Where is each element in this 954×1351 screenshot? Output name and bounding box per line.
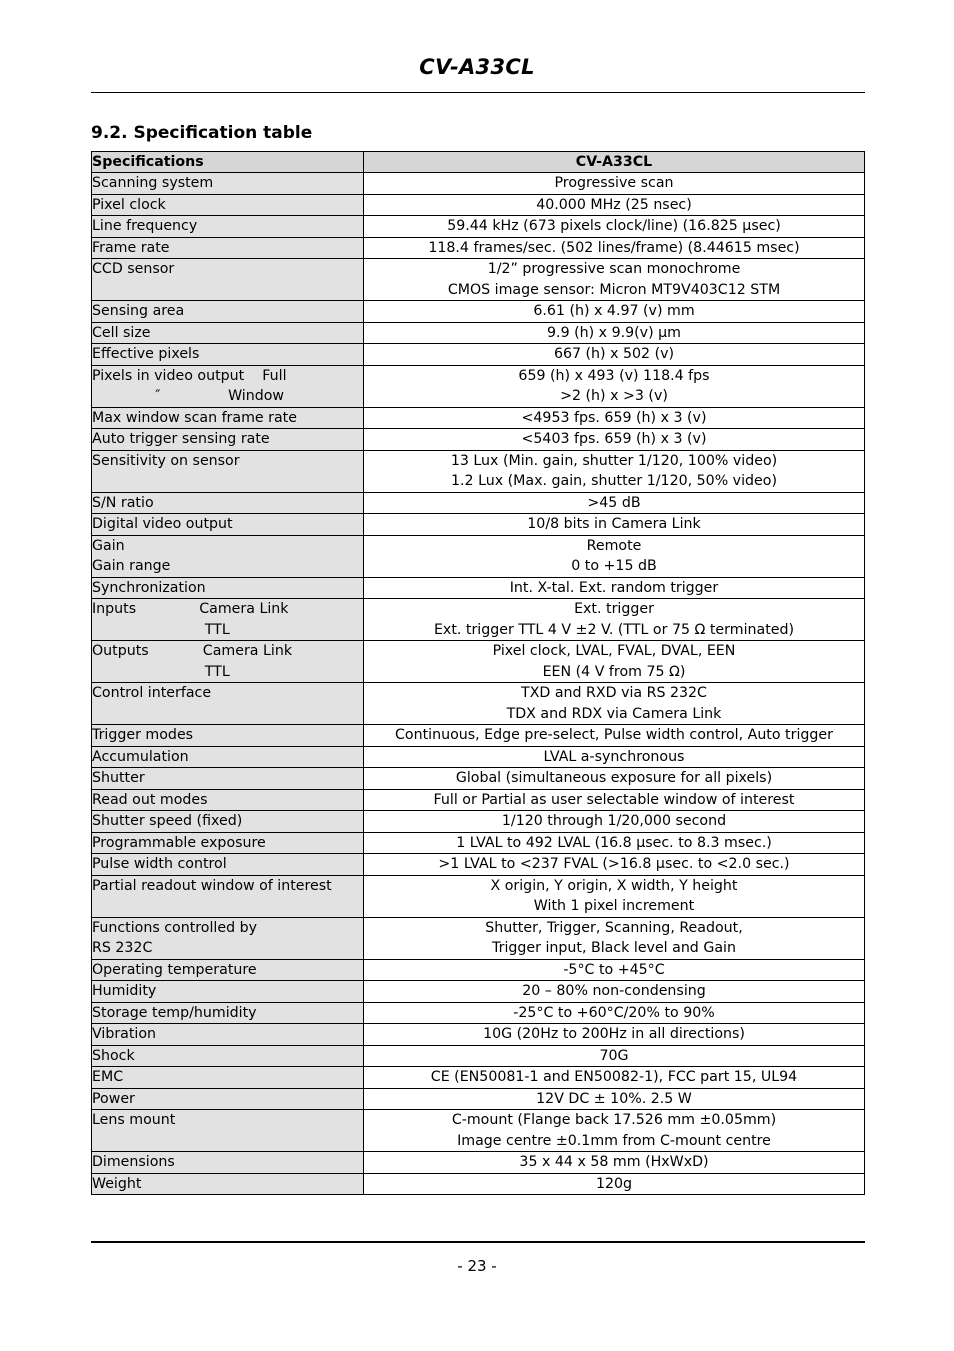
spec-value-cell [364, 1045, 865, 1067]
table-header-row [92, 152, 865, 173]
spec-value-cell [364, 173, 865, 195]
table-row [92, 746, 865, 768]
spec-name-line: Outputs Camera Link [92, 643, 293, 659]
spec-name-line: Dimensions [92, 1154, 175, 1170]
spec-value-line: 40.000 MHz (25 nsec) [536, 196, 692, 213]
table-row [92, 259, 865, 301]
spec-name-cell [92, 959, 364, 981]
spec-name-line: Gain range [92, 558, 171, 574]
spec-name-line: Cell size [92, 324, 151, 341]
spec-value-line: 10G (20Hz to 200Hz in all directions) [483, 1026, 745, 1042]
spec-name-line: Control interface [92, 685, 212, 701]
spec-value-cell [364, 1002, 865, 1024]
spec-value-cell [364, 450, 865, 492]
table-row [92, 917, 865, 959]
spec-value-line: >2 (h) x >3 (v) [560, 388, 668, 404]
spec-value-cell [364, 216, 865, 238]
spec-name-cell [92, 237, 364, 259]
spec-name-cell [92, 1024, 364, 1046]
spec-value-line: Pixel clock, LVAL, FVAL, DVAL, EEN [492, 643, 736, 659]
table-row [92, 1067, 865, 1089]
spec-name-line: CCD sensor [92, 261, 175, 277]
header-rule [91, 92, 865, 93]
spec-name-line: Effective pixels [92, 346, 200, 362]
spec-value-line: Int. X-tal. Ext. random trigger [509, 579, 719, 596]
spec-name-line [92, 896, 363, 917]
spec-value-cell [364, 1152, 865, 1174]
spec-name-cell [92, 450, 364, 492]
spec-name-cell [92, 535, 364, 577]
spec-value-cell [364, 1088, 865, 1110]
footer-rule [91, 1241, 865, 1243]
spec-name-cell [92, 1110, 364, 1152]
spec-name-cell [92, 917, 364, 959]
spec-value-line: Ext. trigger TTL 4 V ±2 V. (TTL or 75 Ω terminated) [433, 621, 795, 638]
table-row [92, 832, 865, 854]
spec-name-cell [92, 725, 364, 747]
spec-value-line: TXD and RXD via RS 232C [521, 685, 707, 701]
spec-value-line: 10/8 bits in Camera Link [527, 516, 701, 532]
header-cell-model: CV-A33CL [364, 152, 865, 173]
spec-value-line: <4953 fps. 659 (h) x 3 (v) [521, 409, 707, 426]
table-row [92, 789, 865, 811]
spec-value-line: 1/2” progressive scan monochrome [487, 261, 741, 277]
spec-name-line: EMC [92, 1069, 124, 1085]
spec-name-line: Shock [92, 1047, 135, 1064]
spec-name-line: S/N ratio [92, 494, 154, 511]
spec-name-cell [92, 768, 364, 790]
table-row [92, 365, 865, 407]
spec-name-line: Shutter speed (fixed) [92, 813, 243, 829]
spec-value-line: 12V DC ± 10%. 2.5 W [536, 1090, 692, 1107]
spec-name-cell [92, 746, 364, 768]
spec-value-line: EEN (4 V from 75 Ω) [542, 663, 686, 680]
spec-value-cell [364, 194, 865, 216]
table-row [92, 1002, 865, 1024]
spec-value-line: 9.9 (h) x 9.9(v) µm [547, 324, 681, 341]
spec-value-line: 35 x 44 x 58 mm (HxWxD) [519, 1154, 709, 1170]
spec-name-line: Max window scan frame rate [92, 409, 297, 426]
spec-name-cell [92, 194, 364, 216]
table-row [92, 429, 865, 451]
table-row [92, 514, 865, 536]
spec-value-line: 13 Lux (Min. gain, shutter 1/120, 100% video) [450, 452, 778, 469]
spec-value-cell [364, 768, 865, 790]
spec-name-cell [92, 492, 364, 514]
spec-name-cell [92, 173, 364, 195]
table-row [92, 811, 865, 833]
table-row [92, 1088, 865, 1110]
spec-value-cell [364, 1110, 865, 1152]
spec-name-line: Partial readout window of interest [92, 877, 332, 894]
spec-name-line: Shutter [92, 770, 145, 786]
spec-value-line: Full or Partial as user selectable window of interest [433, 791, 795, 808]
spec-name-line: TTL [92, 663, 230, 680]
spec-name-line: Storage temp/humidity [92, 1004, 257, 1021]
spec-name-line: Gain [92, 537, 125, 554]
table-row [92, 577, 865, 599]
spec-value-line: 667 (h) x 502 (v) [553, 346, 675, 362]
spec-name-line: Functions controlled by [92, 919, 258, 936]
spec-value-line: >1 LVAL to <237 FVAL (>16.8 µsec. to <2.0 sec.) [438, 856, 790, 872]
spec-value-line: LVAL a-synchronous [543, 748, 685, 765]
spec-name-line: ″ Window [92, 388, 285, 404]
spec-value-line: -25°C to +60°C/20% to 90% [513, 1004, 715, 1021]
spec-value-cell [364, 492, 865, 514]
spec-name-line [92, 704, 363, 725]
spec-value-cell [364, 789, 865, 811]
spec-name-line: Pixels in video output Full [92, 367, 287, 384]
spec-value-cell [364, 746, 865, 768]
table-row [92, 959, 865, 981]
spec-value-cell [364, 344, 865, 366]
spec-value-cell [364, 514, 865, 536]
table-row [92, 173, 865, 195]
spec-value-cell [364, 854, 865, 876]
spec-name-line: Pulse width control [92, 856, 227, 872]
spec-value-cell [364, 1067, 865, 1089]
spec-value-line: 59.44 kHz (673 pixels clock/line) (16.825 µsec) [447, 218, 781, 234]
spec-value-cell [364, 917, 865, 959]
spec-name-cell [92, 1152, 364, 1174]
spec-name-line: Read out modes [92, 791, 208, 808]
specification-table [91, 151, 865, 1195]
spec-value-cell [364, 599, 865, 641]
table-row [92, 1024, 865, 1046]
spec-value-line: >45 dB [587, 494, 641, 511]
spec-name-line: Auto trigger sensing rate [92, 431, 270, 447]
spec-value-cell [364, 322, 865, 344]
spec-value-cell [364, 811, 865, 833]
spec-name-cell [92, 1067, 364, 1089]
spec-name-line: Accumulation [92, 748, 189, 765]
spec-value-cell [364, 832, 865, 854]
table-row [92, 875, 865, 917]
spec-value-line: 1 LVAL to 492 LVAL (16.8 µsec. to 8.3 msec.) [456, 834, 772, 851]
spec-name-cell [92, 322, 364, 344]
spec-name-cell [92, 1173, 364, 1195]
spec-name-line: Pixel clock [92, 196, 166, 213]
spec-value-cell [364, 875, 865, 917]
table-row [92, 407, 865, 429]
spec-value-line: 0 to +15 dB [571, 558, 657, 574]
spec-value-cell [364, 725, 865, 747]
table-row [92, 599, 865, 641]
spec-name-cell [92, 259, 364, 301]
page-number: - 23 - [457, 1257, 497, 1275]
spec-value-line: C-mount (Flange back 17.526 mm ±0.05mm) [451, 1112, 777, 1128]
spec-name-cell [92, 407, 364, 429]
spec-value-cell [364, 301, 865, 323]
spec-name-cell [92, 789, 364, 811]
spec-value-line: TDX and RDX via Camera Link [506, 705, 722, 722]
spec-name-cell [92, 683, 364, 725]
spec-value-line: CMOS image sensor: Micron MT9V403C12 STM [447, 281, 781, 298]
spec-name-cell [92, 641, 364, 683]
spec-name-cell [92, 832, 364, 854]
spec-value-line: 120g [595, 1175, 633, 1192]
spec-name-line: Scanning system [92, 175, 214, 191]
spec-name-cell [92, 216, 364, 238]
spec-name-cell [92, 1002, 364, 1024]
spec-name-cell [92, 854, 364, 876]
spec-value-line: 1/120 through 1/20,000 second [501, 813, 727, 829]
table-row [92, 641, 865, 683]
spec-name-cell [92, 344, 364, 366]
table-row [92, 344, 865, 366]
table-row [92, 1045, 865, 1067]
spec-name-line [92, 280, 363, 301]
spec-value-line: <5403 fps. 659 (h) x 3 (v) [521, 431, 707, 447]
spec-name-line: TTL [92, 621, 230, 638]
table-row [92, 450, 865, 492]
spec-value-line: 6.61 (h) x 4.97 (v) mm [533, 303, 695, 319]
table-row [92, 725, 865, 747]
spec-name-line: RS 232C [92, 940, 153, 956]
spec-value-cell [364, 429, 865, 451]
spec-name-line: Inputs Camera Link [92, 601, 289, 617]
spec-value-line: X origin, Y origin, X width, Y height [490, 877, 738, 894]
spec-value-line: Shutter, Trigger, Scanning, Readout, [485, 919, 743, 936]
spec-value-cell [364, 407, 865, 429]
spec-value-cell [364, 959, 865, 981]
table-row [92, 301, 865, 323]
spec-name-line [92, 471, 363, 492]
spec-value-line: 118.4 frames/sec. (502 lines/frame) (8.44615 msec) [428, 239, 800, 256]
spec-value-cell [364, 535, 865, 577]
spec-name-cell [92, 577, 364, 599]
spec-value-line: Progressive scan [554, 175, 674, 191]
spec-name-line: Humidity [92, 983, 157, 999]
spec-value-cell [364, 237, 865, 259]
spec-name-line: Operating temperature [92, 961, 257, 978]
spec-name-line: Weight [92, 1175, 142, 1192]
spec-value-line: With 1 pixel increment [533, 898, 695, 914]
spec-name-cell [92, 365, 364, 407]
spec-value-line: Remote [586, 537, 642, 554]
spec-value-line: Global (simultaneous exposure for all pixels) [455, 770, 773, 786]
spec-name-cell [92, 1088, 364, 1110]
spec-value-cell [364, 1024, 865, 1046]
table-row [92, 1173, 865, 1195]
document-title: CV-A33CL [419, 55, 535, 79]
spec-value-cell [364, 365, 865, 407]
spec-value-line: 70G [599, 1047, 629, 1064]
spec-value-cell [364, 1173, 865, 1195]
spec-value-line: Image centre ±0.1mm from C-mount centre [457, 1132, 771, 1149]
spec-value-cell [364, 641, 865, 683]
table-row [92, 216, 865, 238]
spec-name-line: Power [92, 1090, 135, 1107]
spec-name-line: Synchronization [92, 579, 206, 596]
spec-value-cell [364, 259, 865, 301]
spec-value-line: 1.2 Lux (Max. gain, shutter 1/120, 50% video) [451, 473, 777, 489]
spec-name-cell [92, 1045, 364, 1067]
table-row [92, 1110, 865, 1152]
spec-name-line: Line frequency [92, 218, 198, 234]
spec-name-cell [92, 301, 364, 323]
spec-name-cell [92, 599, 364, 641]
spec-name-line [92, 1131, 363, 1152]
table-row [92, 194, 865, 216]
spec-value-line: 659 (h) x 493 (v) 118.4 fps [518, 367, 710, 384]
spec-name-line: Frame rate [92, 239, 170, 256]
spec-name-cell [92, 514, 364, 536]
spec-name-line: Vibration [92, 1026, 157, 1042]
header-cell-specifications: Specifications [92, 152, 364, 173]
table-row [92, 1152, 865, 1174]
spec-name-line: Trigger modes [92, 727, 194, 743]
section-title: 9.2. Specification table [91, 123, 313, 143]
spec-value-cell [364, 981, 865, 1003]
spec-value-line: 20 – 80% non-condensing [522, 983, 706, 999]
table-row [92, 683, 865, 725]
spec-name-line: Sensing area [92, 303, 185, 319]
spec-value-cell [364, 683, 865, 725]
spec-name-line: Digital video output [92, 516, 233, 532]
table-row [92, 981, 865, 1003]
spec-value-line: Ext. trigger [574, 601, 654, 617]
spec-name-cell [92, 981, 364, 1003]
table-row [92, 237, 865, 259]
spec-value-line: CE (EN50081-1 and EN50082-1), FCC part 15, UL94 [430, 1069, 798, 1085]
spec-value-line: Trigger input, Black level and Gain [492, 940, 736, 956]
table-row [92, 854, 865, 876]
spec-value-line: -5°C to +45°C [563, 961, 665, 978]
spec-name-line: Programmable exposure [92, 834, 266, 851]
spec-value-line: Continuous, Edge pre-select, Pulse width control, Auto trigger [395, 727, 833, 743]
spec-name-cell [92, 875, 364, 917]
table-row [92, 768, 865, 790]
spec-name-cell [92, 811, 364, 833]
spec-name-line: Lens mount [92, 1112, 176, 1128]
spec-value-cell [364, 577, 865, 599]
table-row [92, 322, 865, 344]
table-row [92, 492, 865, 514]
table-row [92, 535, 865, 577]
spec-name-cell [92, 429, 364, 451]
spec-name-line: Sensitivity on sensor [92, 452, 240, 469]
